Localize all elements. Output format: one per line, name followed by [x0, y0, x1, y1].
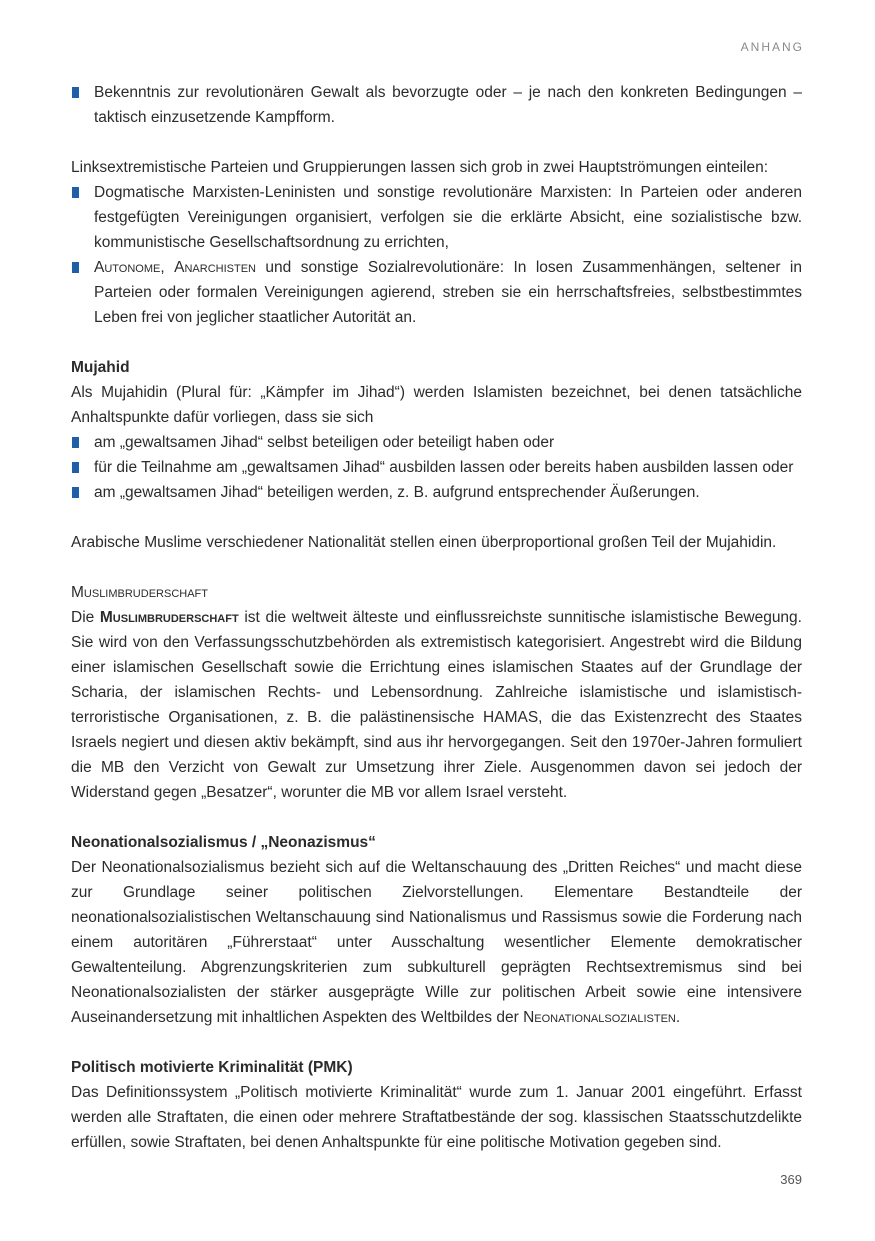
paragraph-mujahid: Als Mujahidin (Plural für: „Kämpfer im Jihad“) werden Islamisten bezeichnet, bei denen tatsächliche Anhaltspunkte dafür vorliegen, dass sie sich	[71, 384, 802, 426]
running-header: ANHANG	[740, 40, 804, 54]
paragraph-mujahid-closing: Arabische Muslime verschiedener Nationalität stellen einen überproportional großen Teil der Mujahidin.	[71, 534, 777, 551]
heading-muslimbruderschaft: Muslimbruderschaft	[71, 584, 208, 601]
list-item: am „gewaltsamen Jihad“ beteiligen werden, z. B. aufgrund entsprechender Äußerungen.	[71, 480, 802, 505]
bullet-list-linksextremismus	[71, 180, 802, 330]
bullet-list-intro	[71, 80, 802, 130]
term-autonome: Autonome	[94, 259, 161, 276]
term-muslimbruderschaft: Muslimbruderschaft	[99, 609, 239, 626]
page-number: 369	[780, 1172, 802, 1187]
paragraph-linksextremismus: Linksextremistische Parteien und Gruppierungen lassen sich grob in zwei Hauptströmungen einteilen:	[71, 159, 769, 176]
paragraph-muslimbruderschaft: Die Muslimbruderschaft ist die weltweit älteste und einflussreichste sunnitische islamistische Bewegung. Sie wird von den Verfassungsschutzbehörden als extremistisch kategorisiert. Angestrebt wird die Bildung einer islamischen Gesellschaft sowie die Errichtung eines islamischen Staates auf der Grundlage der Scharia, der islamischen Rechts- und Lebensordnung. Zahlreiche islamistische und islamistisch-terroristische Organisationen, z. B. die palästinensische HAMAS, die das Existenzrecht des Staates Israels negiert und diesen aktiv bekämpft, sind aus ihr hervorgegangen. Seit den 1970er-Jahren formuliert die MB den Verzicht von Gewalt zur Umsetzung ihrer Ziele. Ausgenommen davon sei jedoch der Widerstand gegen „Besatzer“, worunter die MB vor allem Israel versteht.	[71, 609, 802, 801]
term-anarchisten: Anarchisten	[174, 259, 256, 276]
paragraph-pmk: Das Definitionssystem „Politisch motivierte Kriminalität“ wurde zum 1. Januar 2001 eingeführt. Erfasst werden alle Straftaten, die einen oder mehrere Straftatbestände der sog. klassischen Staatsschutzdelikte erfüllen, sowie Straftaten, bei denen Anhaltspunkte für eine politische Motivation gegeben sind.	[71, 1084, 802, 1151]
heading-pmk: Politisch motivierte Kriminalität (PMK)	[71, 1059, 353, 1076]
page-content	[71, 80, 802, 1155]
paragraph-neonationalsozialismus: Der Neonationalsozialismus bezieht sich auf die Weltanschauung des „Dritten Reiches“ und macht diese zur Grundlage seiner politischen Zielvorstellungen. Elementare Bestandteile der neonationalsozialistischen Weltanschauung sind Nationalismus und Rassismus sowie die Forderung nach einem autoritären „Führerstaat“ unter Ausschaltung wesentlicher Elemente demokratischer Gewaltenteilung. Abgrenzungskriterien zum subkulturell geprägten Rechtsextremismus sind bei Neonationalsozialisten der stärker ausgeprägte Wille zur politischen Arbeit sowie eine intensivere Auseinandersetzung mit inhaltlichen Aspekten des Weltbildes der Neonationalsozialisten.	[71, 859, 802, 1026]
heading-neonationalsozialismus: Neonationalsozialismus / „Neonazismus“	[71, 834, 376, 851]
bullet-list-mujahid	[71, 430, 802, 505]
list-item: Autonome, Anarchisten und sonstige Sozialrevolutionäre: In losen Zusammenhängen, seltener in Parteien oder formalen Vereinigungen agierend, streben sie ein herrschaftsfreies, selbstbestimmtes Leben frei von jeglicher staatlicher Autorität an.	[71, 255, 802, 330]
list-item: Dogmatische Marxisten-Leninisten und sonstige revolutionäre Marxisten: In Parteien oder anderen festgefügten Vereinigungen organisiert, verfolgen sie die erklärte Absicht, eine sozialistische bzw. kommunistische Gesellschaftsordnung zu errichten,	[71, 180, 802, 255]
list-item: Bekenntnis zur revolutionären Gewalt als bevorzugte oder – je nach den konkreten Bedingungen – taktisch einzusetzende Kampfform.	[71, 80, 802, 130]
list-item: am „gewaltsamen Jihad“ selbst beteiligen oder beteiligt haben oder	[71, 430, 802, 455]
term-neonationalsozialisten: Neonationalsozialisten	[523, 1009, 676, 1026]
list-item: für die Teilnahme am „gewaltsamen Jihad“ ausbilden lassen oder bereits haben ausbilden lassen oder	[71, 455, 802, 480]
heading-mujahid: Mujahid	[71, 359, 130, 376]
